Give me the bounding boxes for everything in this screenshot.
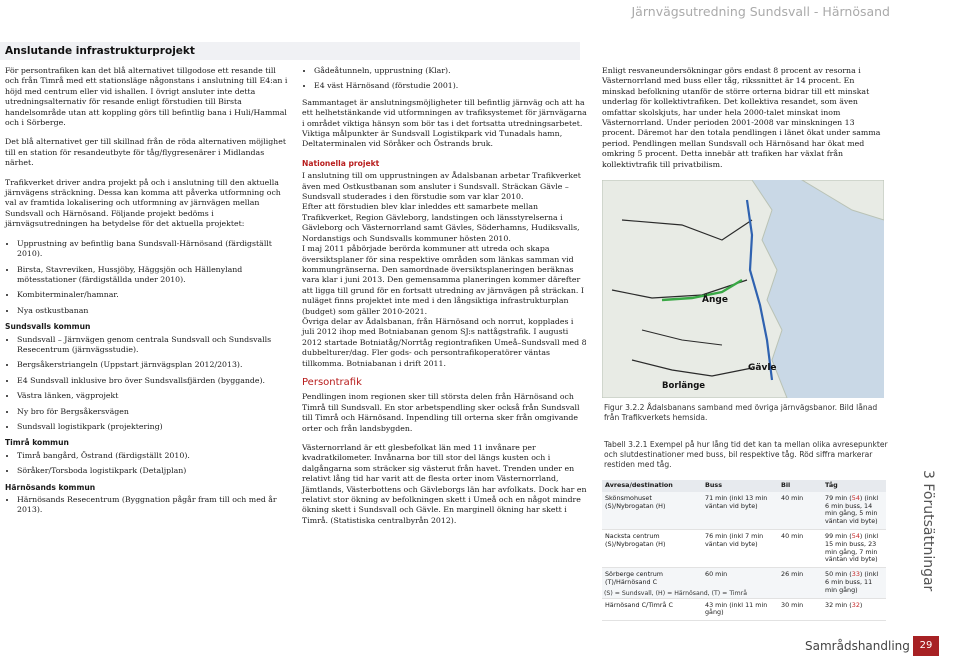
column-left	[5, 66, 288, 522]
project-list	[5, 239, 288, 316]
list-item: • Upprustning av befintlig bana Sundsvall-Härnösand (färdigställt 2010).	[17, 239, 288, 260]
train-time-red: 32	[851, 600, 860, 609]
table-cell: Härnösand C/Timrå C	[602, 598, 702, 621]
table-header: Tåg	[822, 480, 886, 492]
paragraph: Trafikverket driver andra projekt på och i anslutning till den aktuella järnvägens sträckning. Dessa kan komma att påverka utformning och val av framtida lokalisering och utformning av järnvägen mellan Sundsvall och Härnösand. Följande projekt bedöms i järnvägsutredningen ha betydelse för det aktuella projektet:	[5, 177, 281, 229]
column-middle	[302, 66, 587, 535]
table-header: Bil	[778, 480, 822, 492]
column-right	[602, 66, 884, 179]
figure-caption: Figur 3.2.2 Ådalsbanans samband med övriga järnvägsbanor. Bild lånad från Trafikverkets hemsida.	[604, 403, 878, 422]
table-cell	[822, 529, 886, 567]
subheading-timra: Timrå kommun	[5, 438, 69, 448]
chapter-side-label	[910, 470, 940, 600]
train-time: 99 min (	[825, 531, 852, 540]
table-cell: 60 min	[702, 568, 778, 598]
map-label-borlange: Borlänge	[662, 381, 706, 391]
list-item: • Nya ostkustbanan	[17, 306, 288, 316]
sundsvall-list	[5, 335, 288, 433]
timra-list	[5, 451, 288, 477]
harnosand-list	[5, 495, 288, 516]
table-header-row	[602, 480, 886, 492]
subheading-harnosand: Härnösands kommun	[5, 482, 96, 492]
list-item: • Härnösands Resecentrum (Byggnation pågår fram till och med år 2013).	[17, 495, 288, 516]
table-cell: 40 min	[778, 529, 822, 567]
table-cell: Nacksta centrum (S)/Nybrogatan (H)	[602, 529, 702, 567]
train-time-detail: ) (inkl 15 min buss, 23 min gång, 7 min väntan vid byte)	[825, 531, 879, 564]
chapter-side-label-text: 3 Förutsättningar	[920, 470, 936, 592]
train-time: 79 min (	[825, 493, 852, 502]
train-time-detail: ) (inkl 6 min buss, 11 min gång)	[825, 570, 879, 594]
paragraph: Det blå alternativet ger till skillnad från de röda alternativen möjlighet till en station för resandeutbyte för tåg/flygresenärer i Midlandas närhet.	[5, 137, 286, 168]
table-row	[602, 529, 886, 567]
list-item: • Sundsvall – Järnvägen genom centrala Sundsvall och Sundsvalls Resecentrum (järnvägsstudie).	[17, 335, 288, 356]
paragraph: För persontrafiken kan det blå alternativet tillgodose ett resande till och från Timrå med ett stationsläge någonstans i anslutning till E4:an i höjd med centrum eller vid ishallen. I övrigt ansluter inte detta utredningsalternativ för resande enligt förstudien till Birsta handelsområde utan att koppling görs till befintlig bana i Huli/Hammal och i Sörberge.	[5, 66, 288, 128]
page-header: Järnvägsutredning Sundsvall - Härnösand	[631, 4, 890, 19]
train-time: 50 min (	[825, 570, 852, 579]
table-row	[602, 598, 886, 621]
table-cell: 43 min (inkl 11 min gång)	[702, 598, 778, 621]
table-header: Buss	[702, 480, 778, 492]
paragraph: Enligt resvaneundersökningar görs endast 8 procent av resorna i Västernorrland med buss eller tåg, rikssnittet är 14 procent. En minskad befolkning utanför de större orterna bidrar till ett minskat underlag för kollektivtrafiken. Det kollektiva resandet, som även omfattar skolskjuts, har under hela 2000-talet minskat inom Västernorrland. Under perioden 2001-2008 var minskningen 13 procent. Däremot har den totala pendlingen i länet ökat under samma period. Pendlingen mellan Sundsvall och Härnösand har ökat med omkring 5 procent. Detta innebär att trafiken har växlat från kollektivtrafik till privatbilism.	[602, 66, 881, 169]
paragraph: I maj 2011 påbörjade berörda kommuner att utreda och skapa översiktsplaner för sina respektive områden som länkas samman vid kommungränserna. Den samordnade översiktsplaneringen beräknas vara klar i juni 2013. Den gemensamma planeringen kommer därefter att ligga till grund för en fortsatt utredning av järnvägen på sträckan. I nuläget finns projektet inte med i den långsiktiga infrastrukturplan (budget) som gäller 2010-2021.	[302, 244, 584, 316]
travel-time-table	[602, 480, 886, 621]
section-title: Anslutande infrastrukturprojekt	[5, 45, 195, 57]
train-time-detail: ) (inkl 6 min buss, 14 min gång, 5 min väntan vid byte)	[825, 493, 879, 526]
table-cell: 76 min (inkl 7 min väntan vid byte)	[702, 529, 778, 567]
table-cell: 40 min	[778, 492, 822, 530]
paragraph: Övriga delar av Ådalsbanan, från Härnösand och norrut, kopplades i juli 2012 ihop med Botniabanan genom SJ:s nattågstrafik. I augusti 2012 startade Botniatåg/Norrtåg regiontrafiken Umeå–Sundsvall med 8 dubbelturer/dag. Fler gods- och persontrafikoperatörer väntas tillkomma. Botniabanan i drift 2011.	[302, 316, 587, 368]
train-time-red: 54	[851, 493, 860, 502]
train-time-red: 54	[851, 531, 860, 540]
train-time-detail: )	[859, 600, 863, 609]
paragraph: Pendlingen inom regionen sker till största delen från Härnösand och Timrå till Sundsvall. En stor arbetspendling sker också från Sundsvall till Timrå och Härnösand. Inpendling till orterna sker från omgivande orter och från landsbygden.	[302, 392, 580, 433]
list-item: • E4 Sundsvall inklusive bro över Sundsvallsfjärden (byggande).	[17, 376, 288, 386]
subheading-persontrafik: Persontrafik	[302, 376, 362, 388]
list-item: • Västra länken, vägprojekt	[17, 391, 288, 401]
table-row	[602, 492, 886, 530]
railway-map	[602, 180, 884, 398]
project-list-continued	[302, 66, 587, 92]
list-item: • Kombiterminaler/hamnar.	[17, 290, 288, 300]
list-item: • Bergsåkerstriangeln (Uppstart järnvägsplan 2012/2013).	[17, 360, 288, 370]
table-cell: 26 min	[778, 568, 822, 598]
paragraph: Västernorrland är ett glesbefolkat län med 11 invånare per kvadratkilometer. Invånarna bor till stor del längs kusten och i dalgångarna som sträcker sig västerut från havet. Trenden under en relativt lång tid har varit att de flesta orter inom Västernorrland, Jämtlands, Västerbottens och Gävleborgs län har avfolkats. Dock har en relativt stor ökning av befolkningen skett i Umeå och en något mindre ökning skett i Sundsvall och Gävle. En marginell ökning har skett i Timrå. (Statistiska centralbyrån 2012).	[302, 443, 587, 525]
list-item: • Sundsvall logistikpark (projektering)	[17, 422, 288, 432]
map-svg	[602, 180, 884, 398]
paragraph: Efter att förstudien blev klar inleddes ett samarbete mellan Trafikverket, Region Gävleborg, landstingen och länsstyrelserna i Gävleborg och Västernorrland samt Gävles, Söderhamns, Hudiksvalls, Nordanstigs och Sundsvalls kommuner hösten 2010.	[302, 202, 580, 243]
train-time: 32 min (	[825, 600, 852, 609]
list-item: • Ny bro för Bergsåkersvägen	[17, 407, 288, 417]
table-cell: 71 min (inkl 13 min väntan vid byte)	[702, 492, 778, 530]
table-cell: Skönsmohuset (S)/Nybrogatan (H)	[602, 492, 702, 530]
list-item: • Gådeåtunneln, upprustning (Klar).	[314, 66, 587, 76]
table-header: Avresa/destination	[602, 480, 702, 492]
map-label-gavle: Gävle	[748, 363, 777, 373]
page-number: 29	[913, 636, 939, 656]
list-item: • Birsta, Stavreviken, Hussjöby, Häggsjön och Hällenyland mötesstationer (färdigställda under 2010).	[17, 265, 288, 286]
table-cell	[822, 598, 886, 621]
footer-document-status: Samrådshandling	[805, 639, 910, 653]
table-cell: Sörberge centrum (T)/Härnösand C	[602, 568, 702, 598]
table-cell	[822, 492, 886, 530]
table-caption: Tabell 3.2.1 Exempel på hur lång tid det kan ta mellan olika avresepunkter och slutdestinationer med buss, bil respektive tåg. Röd siffra markerar restiden med tåg.	[604, 440, 888, 469]
table-cell: 30 min	[778, 598, 822, 621]
list-item: • Söråker/Torsboda logistikpark (Detaljplan)	[17, 466, 288, 476]
map-label-ange: Ånge	[702, 295, 728, 305]
subheading-sundsvall: Sundsvalls kommun	[5, 322, 91, 332]
train-time-red: 33	[851, 570, 860, 579]
table-note: (S) = Sundsvall, (H) = Härnösand, (T) = Timrå	[604, 590, 748, 597]
table-cell	[822, 568, 886, 598]
subheading-national: Nationella projekt	[302, 158, 380, 168]
list-item: • E4 väst Härnösand (förstudie 2001).	[314, 81, 587, 91]
list-item: • Timrå bangård, Östrand (färdigställt 2010).	[17, 451, 288, 461]
paragraph: I anslutning till om upprustningen av Ådalsbanan arbetar Trafikverket även med Ostkustbanan som ansluter i Sundsvall. Sträckan Gävle – Sundsvall studerades i den förstudie som var klar 2010.	[302, 171, 581, 202]
paragraph: Sammantaget är anslutningsmöjligheter till befintlig järnväg och att ha ett helhetstänkande vid utformningen av trafiksystemet för järnvägarna i området viktiga hänsyn som bör tas i det fortsatta utredningsarbetet. Viktiga målpunkter är Sundsvall Logistikpark vid Tunadals hamn, Deltaterminalen vid Söråker och Östrands bruk.	[302, 97, 587, 149]
